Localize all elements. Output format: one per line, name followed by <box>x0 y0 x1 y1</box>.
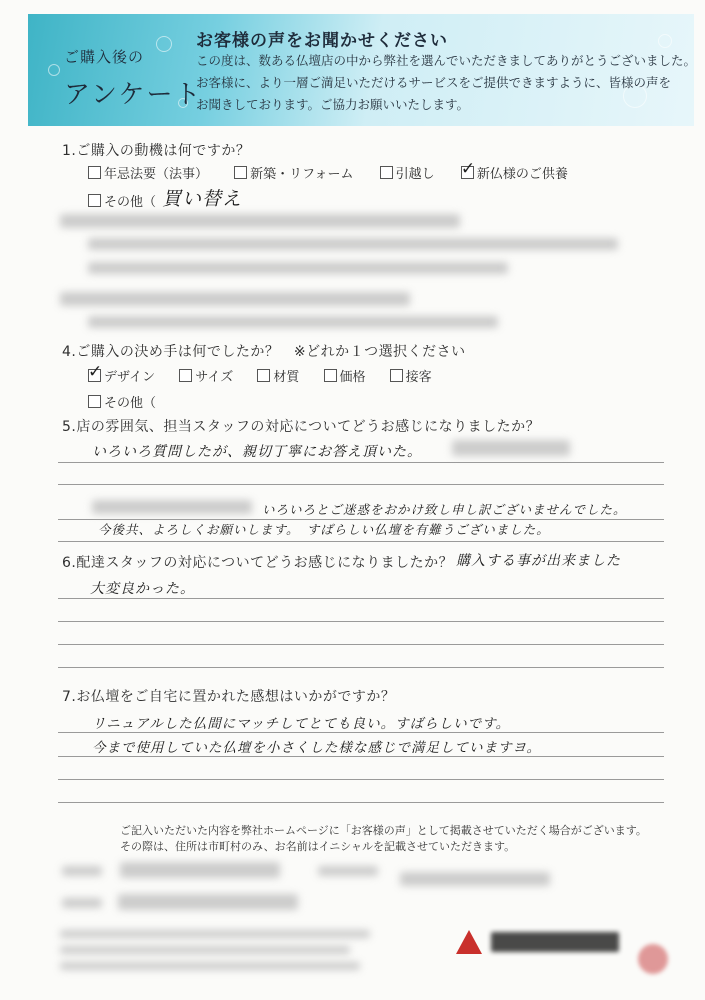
intro-line: お聞きしております。ご協力お願いいたします。 <box>196 97 470 112</box>
q4-option[interactable] <box>390 366 432 385</box>
redacted-options <box>88 262 508 274</box>
checkbox[interactable] <box>179 369 192 382</box>
other-label: その他（ <box>104 195 157 210</box>
redacted-name <box>452 440 570 456</box>
q1-options <box>88 163 590 182</box>
bubble-decoration <box>658 34 672 48</box>
answer-line <box>58 462 664 463</box>
header-subtitle: ご購入後の <box>64 48 145 66</box>
option-label: 新仏様のご供養 <box>476 167 568 182</box>
question-1: 1.ご購入の動機は何ですか？ <box>62 143 251 159</box>
q4-other[interactable] <box>88 392 156 411</box>
option-label: 価格 <box>339 370 366 385</box>
q4-option[interactable] <box>88 366 155 385</box>
answer-line <box>58 732 664 733</box>
notice-line: ご記入いただいた内容を弊社ホームページに「お客様の声」として掲載させていただく場合がございます。 <box>120 824 647 837</box>
intro-line: この度は、数ある仏壇店の中から弊社を選んでいただきましてありがとうございました。 <box>196 53 697 68</box>
logo-triangle-icon <box>456 930 482 954</box>
question-7: 7.お仏壇をご自宅に置かれた感想はいかがですか？ <box>62 689 396 705</box>
answer-line <box>58 598 664 599</box>
redacted-value <box>400 872 550 886</box>
option-label: 接客 <box>405 370 432 385</box>
answer-line <box>58 756 664 757</box>
notice-line: その際は、住所は市町村のみ、お名前はイニシャルを記載させていただきます。 <box>120 840 516 853</box>
bubble-decoration <box>156 36 172 52</box>
answer-line <box>58 667 664 668</box>
q1-other-answer: 買い替え <box>162 188 243 210</box>
question-6: 6.配達スタッフの対応についてどうお感じになりましたか？ <box>62 555 454 571</box>
checkbox[interactable] <box>380 166 393 179</box>
q1-option[interactable] <box>88 163 208 182</box>
checkbox-checked[interactable] <box>88 369 101 382</box>
q1-option[interactable] <box>234 163 353 182</box>
redacted-question-3 <box>60 292 410 306</box>
redacted-question-2 <box>60 214 460 228</box>
option-label: 新築・リフォーム <box>250 167 354 182</box>
redacted-label <box>62 898 102 908</box>
q7-answer-line: 今まで使用していた仏壇を小さくした様な感じで満足していますヨ。 <box>92 740 541 756</box>
option-label: 材質 <box>273 370 300 385</box>
answer-line <box>58 802 664 803</box>
checkbox[interactable] <box>88 194 101 207</box>
answer-line <box>58 541 664 542</box>
q6-answer-continuation: 購入する事が出来ました <box>456 553 621 569</box>
company-logo <box>456 930 619 954</box>
q4-option[interactable] <box>324 366 366 385</box>
other-label: その他（ <box>104 396 157 411</box>
header-heading: お客様の声をお聞かせください <box>196 31 448 51</box>
intro-line: お客様に、より一層ご満足いただけるサービスをご提供できますように、皆様の声を <box>196 75 672 90</box>
q5-answer-line: いろいろ質問したが、親切丁寧にお答え頂いた。 <box>92 444 422 460</box>
checkbox[interactable] <box>390 369 403 382</box>
q6-answer-line: 大変良かった。 <box>90 581 195 597</box>
redacted-fine-print <box>60 930 370 938</box>
q4-options <box>88 366 452 385</box>
q7-answer-line: リニュアルした仏間にマッチしてとても良い。すばらしいです。 <box>92 716 511 732</box>
redacted-options <box>88 316 498 328</box>
answer-line <box>58 644 664 645</box>
checkbox[interactable] <box>88 166 101 179</box>
checkbox[interactable] <box>257 369 270 382</box>
checkbox-checked[interactable] <box>461 166 474 179</box>
q4-option[interactable] <box>179 366 233 385</box>
redacted-company-name <box>491 932 619 952</box>
q1-option[interactable] <box>380 163 435 182</box>
survey-header <box>28 14 697 126</box>
q1-option[interactable] <box>461 163 568 182</box>
q5-answer-line: 今後共、よろしくお願いします。 すばらしい仏壇を有難うございました。 <box>98 522 550 537</box>
q5-answer-line: いろいろとご迷惑をおかけ致し申し訳ございませんでした。 <box>262 502 627 517</box>
bubble-decoration <box>48 64 60 76</box>
question-4: 4.ご購入の決め手は何でしたか？ ※どれか１つ選択ください <box>62 344 466 360</box>
question-5: 5.店の雰囲気、担当スタッフの対応についてどうお感じになりましたか？ <box>62 419 541 435</box>
redacted-customer-name <box>120 862 280 878</box>
redacted-address <box>118 894 298 910</box>
redacted-label <box>62 866 102 876</box>
checkbox[interactable] <box>88 395 101 408</box>
q4-option[interactable] <box>257 366 299 385</box>
redacted-name <box>92 500 252 514</box>
redacted-fine-print <box>60 962 360 970</box>
redacted-seal <box>638 944 668 974</box>
option-label: デザイン <box>104 370 156 385</box>
redacted-label <box>318 866 378 876</box>
option-label: サイズ <box>195 370 234 385</box>
checkbox[interactable] <box>234 166 247 179</box>
redacted-options <box>88 238 618 250</box>
q1-other[interactable] <box>88 191 156 210</box>
checkbox[interactable] <box>324 369 337 382</box>
header-main-title: アンケート <box>64 80 203 110</box>
header-intro <box>196 50 697 116</box>
answer-line <box>58 779 664 780</box>
answer-line <box>58 621 664 622</box>
answer-line <box>58 484 664 485</box>
option-label: 引越し <box>395 167 435 182</box>
option-label: 年忌法要（法事） <box>104 167 209 182</box>
redacted-fine-print <box>60 946 350 954</box>
